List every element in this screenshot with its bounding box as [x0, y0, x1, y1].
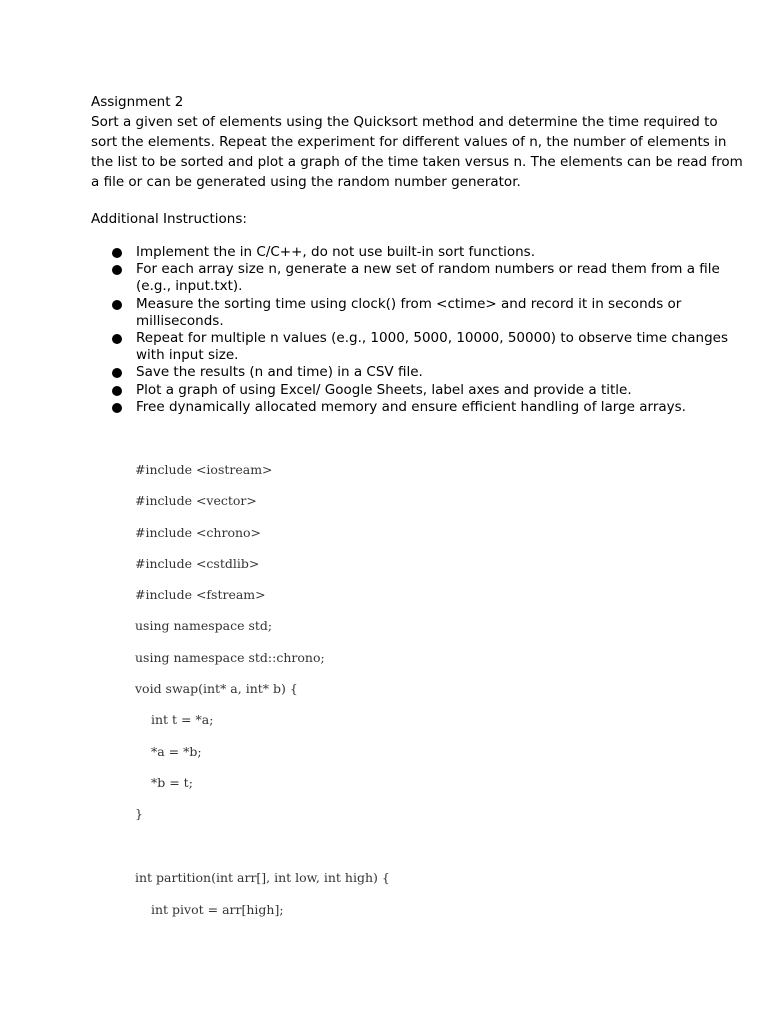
code-line: int t = *a; — [151, 712, 214, 728]
bullet-icon — [112, 248, 122, 258]
code-line: #include <iostream> — [135, 462, 273, 477]
instruction-text: Plot a graph of using Excel/ Google Sheets, label axes and provide a title. — [136, 381, 632, 398]
bullet-icon — [112, 386, 122, 396]
instruction-text: (e.g., input.txt). — [136, 278, 243, 295]
bullet-icon — [112, 300, 122, 310]
assignment-description — [91, 112, 743, 192]
code-line: #include <cstdlib> — [135, 555, 260, 571]
instruction-text: Free dynamically allocated memory and ensure efficient handling of large arrays. — [136, 398, 686, 415]
code-line: } — [135, 806, 143, 822]
instruction-item — [112, 382, 702, 399]
code-line: *b = t; — [151, 774, 193, 790]
code-line: using namespace std::chrono; — [135, 649, 325, 665]
code-block — [135, 461, 390, 932]
instruction-text: with input size. — [136, 347, 239, 364]
instruction-item — [112, 296, 702, 330]
description-line: Sort a given set of elements using the Quicksort method and determine the time required to — [91, 114, 718, 130]
code-line: int partition(int arr[], int low, int high) { — [135, 870, 390, 886]
instruction-item — [112, 364, 702, 381]
code-line: int pivot = arr[high]; — [151, 901, 284, 917]
bullet-icon — [112, 368, 122, 378]
instruction-text: Measure the sorting time using clock() from <ctime> and record it in seconds or — [136, 295, 682, 312]
instruction-list — [112, 244, 729, 416]
instruction-item — [112, 261, 720, 295]
code-line: *a = *b; — [151, 743, 202, 759]
instruction-item — [112, 399, 702, 416]
bullet-icon — [112, 265, 122, 275]
code-line: #include <vector> — [135, 493, 257, 509]
bullet-icon — [112, 403, 122, 413]
code-line: void swap(int* a, int* b) { — [135, 681, 298, 697]
instruction-item — [112, 244, 702, 261]
description-line: the list to be sorted and plot a graph of the time taken versus n. The elements can be read from — [91, 154, 743, 170]
code-line: using namespace std; — [135, 618, 273, 634]
code-line: #include <chrono> — [135, 524, 262, 540]
bullet-icon — [112, 334, 122, 344]
instruction-text: For each array size n, generate a new set of random numbers or read them from a file — [136, 261, 720, 278]
description-line: a file or can be generated using the random number generator. — [91, 174, 521, 190]
code-line: #include <fstream> — [135, 587, 266, 603]
instruction-text: Repeat for multiple n values (e.g., 1000, 5000, 10000, 50000) to observe time changes — [136, 330, 729, 347]
instruction-text: milliseconds. — [136, 312, 224, 329]
instruction-text: Implement the in C/C++, do not use built-in sort functions. — [136, 244, 536, 260]
instruction-item — [112, 330, 729, 364]
instruction-text: Save the results (n and time) in a CSV file. — [136, 364, 423, 381]
description-line: sort the elements. Repeat the experiment for different values of n, the number of elements in — [91, 134, 727, 150]
assignment-title: Assignment 2 — [91, 94, 184, 110]
additional-instructions-heading: Additional Instructions: — [91, 211, 247, 227]
